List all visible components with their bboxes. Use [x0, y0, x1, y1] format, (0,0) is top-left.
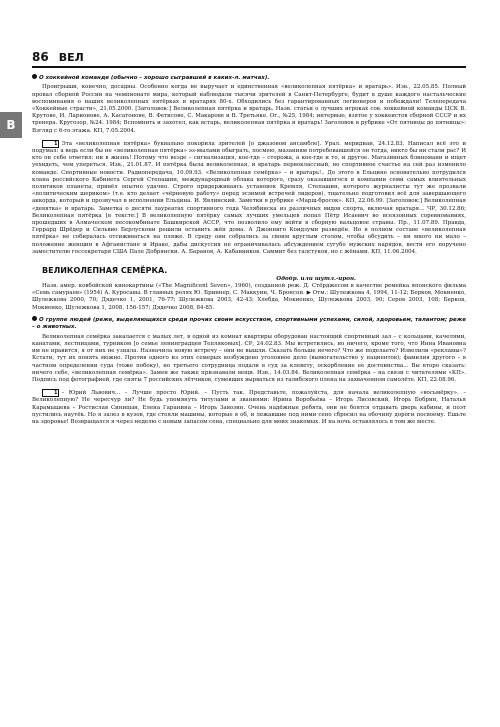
page-header: [32, 50, 84, 64]
quote-marker-icon: 1: [42, 389, 59, 397]
entry2-definition: Одобр. или шутл.-ирон.: [276, 276, 356, 283]
entry1-quote-2-text: Эта «великолепная пятёрка» буквально покорила зрителей [о джазовом ансамбле]. Урал. меридиан, 24.12.83. Написал всё это и подумал: а ведь если бы не «великолепная пятёрка» эз-мылами обыграть, посмею, мазаниям потребовавшейся он тогда, никто бы ни стали рас? И кто он себе ответил: ни в жизнь! Потому что везде – сигнализация, кое-где – сторожа, а кое-где и то, и другое. Магазинных блиномани и ищет уехидеть, чем упереться. Изв., 21.01.87. И пятёрка была великолепная, и вратарь первоклассный, но спортивное счастье на сей раз изменило команде. Спортивные новости. Радиопередача, 10.09.93. «Великолепная семёрка» – и вратарь!.. До этого в Ельцине основательно потрудился клана российского Кабинета Сергей Степашин, международный облака которого, сразу оказавшегося в компании семи самых влиятельных политиков планеты, привёл опытно удачно. Строго придерживаясь установок Кремля, Степашин, которого журналисты тут же прозвали «политическим шериком» (т.е. кто делает «чёрновую работу» перед эсэнмой встречей лидеров), тщательно подготовил всё для завершающего аккорда, который и прозвучал в исполнении Ельцина. И. Явлинский. Заметки в рубрике «Марш-бросок». КП, 22.06.99. [Заголовок:] Великолепная «девятка» и вратарь. Заметка о десяти лауреатах спортивного года Челябинска из различных видов спорта, включая вратаря... ЧР, 30.12.86; Великолепная пятёрка [в тексте:] В великолепную пятёрку самых лучших умельцев попал Пётр Исаевич во всеязонных соревнованиях, прошедших в Алмаческом песокомбинате Башкирской АССР, что позволило ему войти в сборную вальцовое страны. Пр., 11.07.89. Правда, Геррард Шрёдер и Сильвио Берлускони решили оставить жён дома. А Джонниго Коидзуми разведён. Но в полном составе «великолепная пятёрка» не собиралась отсиживаться на пляже. В среду они собрались за своим круглым столом, чтобы обсудить – ни много ни мало – положение женщин в Афганистане и Ираке, дабы дискуссия не ограничивалась абсуждением сугубо мужских нарядов, вести его поручено заместителю госсекретаря США Пале Добрянски. А. Баранов, А. Кабанников. Саммит без галстуков, но с жёнами. КП, 11.06.2004.: [32, 140, 466, 255]
bullet-icon: [32, 316, 37, 321]
running-head: ВЕЛ: [58, 51, 84, 64]
page-content: [32, 70, 466, 426]
entry1-quote-1: Проигрыши, конечно, досадны. Особенно когда не выручает и единственная «великолепная пятёрка» и вратарь». Изв., 22.05.85. Полный провал сборной России на чемпионате мира, который наблюдали тысячи зрителей в Санкт-Петербурге, будит в душе каждого настальческие воспоминания о наших великолепных пятёрках и вратарях 80-х. Обходились без гарантированных легионеров и побеждали! Телепередача «Хоккейные страсти», 21.05.2000. [Заголовок:] Великолепная пятёрка и вратарь. Назв. статьи о лучших игроках сов. хоккейной команды ЦСК В. Крутове, И. Ларионове, А. Касатонове, В. Фетисове, С. Макарове и В. Третьяке. Ог., №25, 1984; интервью, взятое у хоккеистов сборной СССР и их тренера. Кругозор, №24. 1984; Вспомнить и захотел, как встарь, великолепная пятёрка и вратарь! Заголовок в рубрике «От пятницы до пятницы»: Взгляд с 6-го этажа. КП, 7.05.2004.: [32, 84, 466, 134]
entry1-subsense-text: О хоккейной команде (обычно – хорошо сыгравшей в каких-л. матчах).: [39, 75, 270, 81]
header-rule: [32, 66, 466, 68]
entry2-quote-1: Великолепная семёрка закалается с малых лет, в одной из комнат квартиры оборудован настоящий спортивный зал – с кольцами, качелями, канатами, лестницами, турником [о семье ленинградцев Тепляковых]. СР, 24.02.83. Мы встретились, но ничего, кроме того, что Инна Ивановна им не нравится, я от них не узнала. Назначила новую встречу – они не вышли. Сказать больше нечего? Что же поделаете? Извелили «рекламы»? Кстати, тут их понять можно. Против одного из этих семерых возбуждено уголовное дело (вымогательство у пациентов); фамилия другого – в частном определении суда (тоже побоку), но третьего сотрудница подали в суд за клевету, оскорбление ее достоинства... Вы второ сказать: ничего себе, «великолепная семёрка». Замен же также признавали вещи. Изв., 14.03.84. Великолепная семёрка – на связи с читателями «КП». Подпись под фотографией, где сняты 7 российских лётчиков, сумевших вырваться из талибского плена на захваченном самолёте. КП, 22.08.96.: [32, 333, 466, 383]
entry2-heading: ВЕЛИКОЛЕПНАЯ СЕМЁРКА.: [42, 266, 168, 276]
entry2-quote-2: [32, 389, 466, 426]
quote-marker-icon: 1: [42, 140, 59, 148]
entry2-quote-2-text: – Юрий Львович... – Лучше просто Юрий. – Пусть так. Представьте, пожалуйста, для начала великолепную «восьмёрку». – Великолепную? Не чересчур ли? Не будь упомянуть титулами и званиями: Ирина Воробьёва – Игорь Лисовский, Игорь Бобрин, Наталья Карамышева – Ростислав Синицын, Елена Гаранина – Игорь Завозин. Очень надёжные ребята, они не боятся отдавать дверь кабины, и поэт пустились наутёк. Но я залез в кузов, где стояли машины, которые я об, и лежавшие под ними сено сбросил на обочину дороги посвоему. Ешьте на здоровье! Возвращался я через неделю с новым запасом сена, специально для моих знакомых. И на ночь оставлялось в том же месте.: [32, 390, 466, 425]
entry1-subsense: [32, 75, 466, 82]
letter-tab: В: [0, 112, 22, 138]
entry2-subsense-text: О группе людей (реже, выделяющихся среди прочих своим искусством, спортивными успехами, силой, здоровьем, талантом; реже – о животных.: [32, 316, 466, 331]
entry2-subsense: [32, 317, 466, 332]
page-number: 86: [32, 50, 49, 64]
bullet-icon: [32, 74, 37, 79]
entry2-etymology: Назв. амер. ковбойской кинокартины («The Magnificent Seven», 1960), созданной реж. Д. Стёрджесом в качестве ремейка японского фильма «Семь самураев» (1954) А. Куросавы. В главных ролях Ю. Бриннер, С. Маккуин, Ч. Бронсон. ▶ Отм.: Шулежкова 4, 1994, 11-12; Берков, Мокиенко, Шулежкова 2000, 70; Дядечко 1, 2001, 76-77; Шулежкова 2003, 42-43; Хлебда, Мокиенко, Шулежкова 2003, 90; Серов 2003, 108; Берков, Мокиенко, Шулежкова 1, 2008, 156-157; Дядечко 2008, 84-85.: [32, 283, 466, 311]
entry1-quote-2: [32, 140, 466, 256]
